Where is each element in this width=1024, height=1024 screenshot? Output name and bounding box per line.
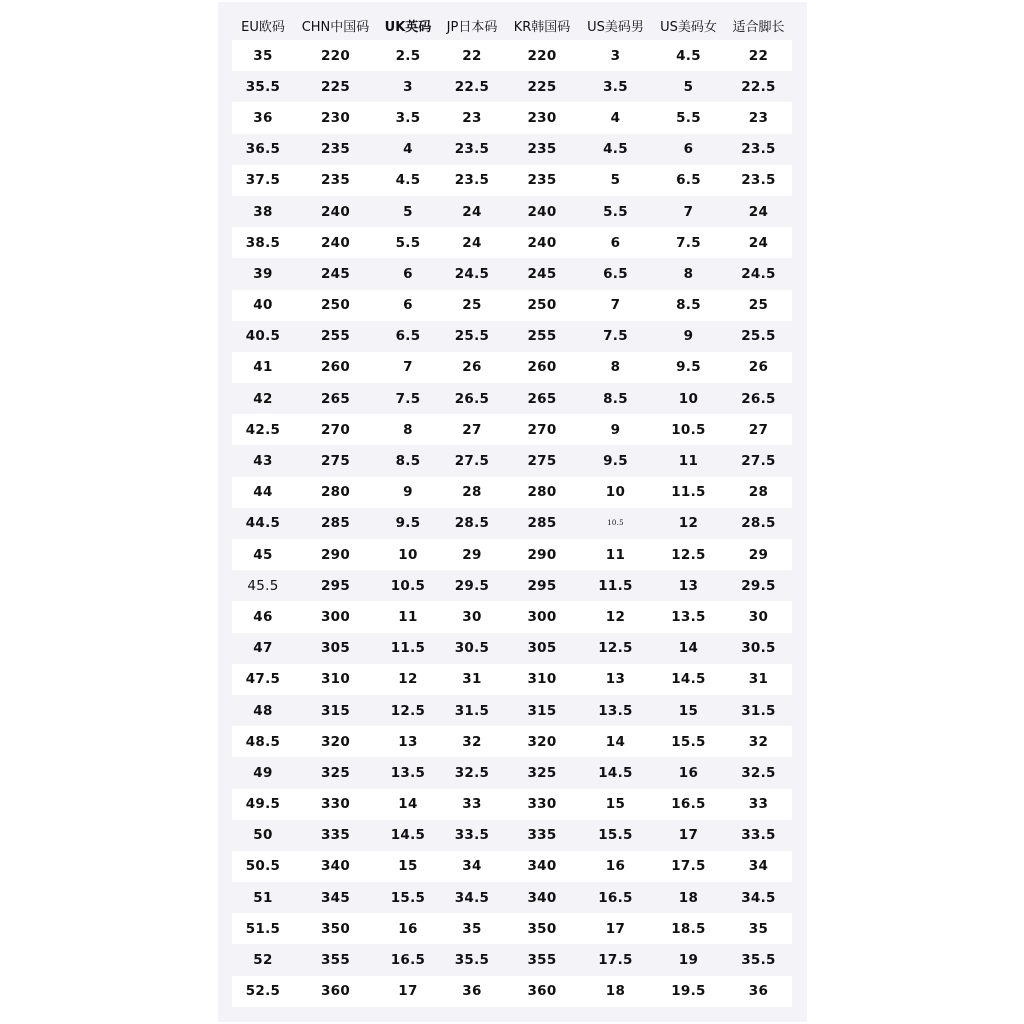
table-cell: 18	[579, 976, 652, 1007]
table-row	[232, 913, 792, 944]
table-row	[232, 695, 792, 726]
table-cell: 51.5	[232, 913, 294, 944]
table-cell: 27.5	[439, 445, 505, 476]
table-cell: 40	[232, 290, 294, 321]
table-header	[232, 10, 792, 40]
table-cell: 28.5	[725, 508, 792, 539]
table-cell: 32.5	[725, 757, 792, 788]
table-cell: 25.5	[439, 321, 505, 352]
table-cell: 4.5	[377, 165, 439, 196]
table-cell: 36	[439, 976, 505, 1007]
table-cell: 300	[505, 601, 579, 632]
table-cell: 11.5	[652, 477, 725, 508]
table-cell: 16	[579, 851, 652, 882]
table-cell: 225	[505, 71, 579, 102]
table-cell: 34.5	[725, 882, 792, 913]
table-cell: 4.5	[652, 40, 725, 71]
table-cell: 325	[505, 757, 579, 788]
table-cell: 28	[725, 477, 792, 508]
table-cell: 22.5	[439, 71, 505, 102]
table-cell: 320	[294, 726, 377, 757]
table-cell: 220	[505, 40, 579, 71]
table-cell: 50	[232, 820, 294, 851]
table-cell: 265	[505, 383, 579, 414]
table-cell: 280	[294, 477, 377, 508]
table-row	[232, 290, 792, 321]
table-cell: 4	[377, 134, 439, 165]
table-cell: 22	[439, 40, 505, 71]
table-cell: 24.5	[439, 258, 505, 289]
table-cell: 35.5	[439, 944, 505, 975]
column-header: CHN中国码	[301, 19, 370, 35]
table-cell: 24	[439, 227, 505, 258]
table-cell: 225	[294, 71, 377, 102]
table-cell: 8	[377, 414, 439, 445]
table-cell: 6	[377, 290, 439, 321]
table-cell: 5	[579, 165, 652, 196]
table-cell: 12	[377, 664, 439, 695]
table-cell: 9.5	[579, 445, 652, 476]
table-cell: 23.5	[725, 134, 792, 165]
table-cell: 8.5	[377, 445, 439, 476]
table-cell: 9.5	[652, 352, 725, 383]
table-row	[232, 352, 792, 383]
table-cell: 355	[294, 944, 377, 975]
table-row	[232, 664, 792, 695]
table-cell: 36	[725, 976, 792, 1007]
table-cell: 44.5	[232, 508, 294, 539]
table-row	[232, 789, 792, 820]
table-cell: 29	[439, 539, 505, 570]
table-cell: 45	[232, 539, 294, 570]
table-cell: 5	[377, 196, 439, 227]
table-cell: 46	[232, 601, 294, 632]
table-cell: 14.5	[377, 820, 439, 851]
table-row	[232, 539, 792, 570]
table-cell: 19.5	[652, 976, 725, 1007]
table-cell: 45.5	[232, 570, 294, 601]
table-cell: 40.5	[232, 321, 294, 352]
table-cell: 52	[232, 944, 294, 975]
table-cell: 5.5	[377, 227, 439, 258]
table-cell: 7.5	[579, 321, 652, 352]
table-cell: 14	[579, 726, 652, 757]
table-cell: 42	[232, 383, 294, 414]
table-cell: 37.5	[232, 165, 294, 196]
table-cell: 6.5	[579, 258, 652, 289]
table-cell: 265	[294, 383, 377, 414]
table-row	[232, 227, 792, 258]
table-cell: 41	[232, 352, 294, 383]
table-cell: 3	[377, 71, 439, 102]
table-cell: 23.5	[439, 165, 505, 196]
table-cell: 31.5	[725, 695, 792, 726]
table-cell: 23	[725, 102, 792, 133]
table-cell: 360	[505, 976, 579, 1007]
table-cell: 240	[505, 227, 579, 258]
table-cell: 16	[652, 757, 725, 788]
table-cell: 26.5	[725, 383, 792, 414]
table-cell: 15	[579, 789, 652, 820]
table-cell: 320	[505, 726, 579, 757]
table-cell: 340	[505, 851, 579, 882]
table-cell: 32	[725, 726, 792, 757]
table-cell: 12	[652, 508, 725, 539]
table-cell: 340	[505, 882, 579, 913]
table-body	[232, 40, 792, 1007]
table-cell: 10.5	[579, 508, 652, 539]
table-cell: 5.5	[652, 102, 725, 133]
table-cell: 315	[294, 695, 377, 726]
table-cell: 13	[579, 664, 652, 695]
table-cell: 3	[579, 40, 652, 71]
table-cell: 33.5	[725, 820, 792, 851]
table-cell: 275	[505, 445, 579, 476]
table-row	[232, 851, 792, 882]
table-cell: 35	[439, 913, 505, 944]
table-cell: 15.5	[579, 820, 652, 851]
table-cell: 30.5	[725, 633, 792, 664]
table-row	[232, 944, 792, 975]
table-cell: 12.5	[579, 633, 652, 664]
table-cell: 13	[377, 726, 439, 757]
table-cell: 23.5	[725, 165, 792, 196]
column-header: JP日本码	[446, 19, 498, 35]
table-cell: 270	[294, 414, 377, 445]
table-cell: 350	[294, 913, 377, 944]
table-cell: 285	[505, 508, 579, 539]
table-row	[232, 258, 792, 289]
table-cell: 25	[725, 290, 792, 321]
table-cell: 260	[505, 352, 579, 383]
table-cell: 24	[725, 196, 792, 227]
table-cell: 49.5	[232, 789, 294, 820]
table-cell: 24	[725, 227, 792, 258]
table-cell: 15.5	[652, 726, 725, 757]
table-cell: 350	[505, 913, 579, 944]
table-cell: 6.5	[652, 165, 725, 196]
table-cell: 235	[294, 134, 377, 165]
table-cell: 12.5	[377, 695, 439, 726]
table-cell: 13.5	[377, 757, 439, 788]
table-cell: 7	[377, 352, 439, 383]
table-cell: 23	[439, 102, 505, 133]
table-row	[232, 508, 792, 539]
table-cell: 32.5	[439, 757, 505, 788]
table-cell: 11.5	[579, 570, 652, 601]
table-cell: 31	[439, 664, 505, 695]
table-cell: 335	[505, 820, 579, 851]
table-cell: 31	[725, 664, 792, 695]
table-cell: 52.5	[232, 976, 294, 1007]
table-cell: 26	[439, 352, 505, 383]
table-row	[232, 601, 792, 632]
table-cell: 315	[505, 695, 579, 726]
table-cell: 27	[439, 414, 505, 445]
table-cell: 14.5	[652, 664, 725, 695]
table-row	[232, 570, 792, 601]
table-cell: 235	[505, 165, 579, 196]
table-cell: 7	[652, 196, 725, 227]
table-cell: 33.5	[439, 820, 505, 851]
table-row	[232, 633, 792, 664]
table-cell: 310	[505, 664, 579, 695]
table-cell: 7	[579, 290, 652, 321]
table-cell: 285	[294, 508, 377, 539]
table-cell: 28.5	[439, 508, 505, 539]
table-cell: 15	[652, 695, 725, 726]
table-cell: 11.5	[377, 633, 439, 664]
table-cell: 9.5	[377, 508, 439, 539]
table-cell: 3.5	[579, 71, 652, 102]
table-cell: 11	[652, 445, 725, 476]
size-chart-card	[218, 2, 807, 1022]
table-cell: 22	[725, 40, 792, 71]
table-cell: 10.5	[652, 414, 725, 445]
table-cell: 29.5	[439, 570, 505, 601]
table-cell: 50.5	[232, 851, 294, 882]
table-cell: 32	[439, 726, 505, 757]
table-cell: 235	[294, 165, 377, 196]
table-cell: 26	[725, 352, 792, 383]
table-cell: 30	[725, 601, 792, 632]
table-cell: 17	[652, 820, 725, 851]
table-cell: 14	[652, 633, 725, 664]
table-cell: 16	[377, 913, 439, 944]
table-cell: 30.5	[439, 633, 505, 664]
table-cell: 28	[439, 477, 505, 508]
table-cell: 35.5	[725, 944, 792, 975]
table-cell: 19	[652, 944, 725, 975]
table-cell: 47	[232, 633, 294, 664]
table-cell: 35.5	[232, 71, 294, 102]
table-row	[232, 882, 792, 913]
table-cell: 300	[294, 601, 377, 632]
table-row	[232, 383, 792, 414]
table-cell: 30	[439, 601, 505, 632]
table-cell: 280	[505, 477, 579, 508]
table-cell: 275	[294, 445, 377, 476]
table-cell: 27.5	[725, 445, 792, 476]
table-cell: 23.5	[439, 134, 505, 165]
table-cell: 4	[579, 102, 652, 133]
table-cell: 22.5	[725, 71, 792, 102]
table-cell: 8	[652, 258, 725, 289]
table-cell: 17	[579, 913, 652, 944]
table-cell: 17	[377, 976, 439, 1007]
table-cell: 245	[505, 258, 579, 289]
table-row	[232, 134, 792, 165]
table-row	[232, 477, 792, 508]
table-cell: 10.5	[377, 570, 439, 601]
table-cell: 230	[505, 102, 579, 133]
table-cell: 34	[725, 851, 792, 882]
table-cell: 240	[294, 227, 377, 258]
table-cell: 49	[232, 757, 294, 788]
column-header: KR韩国码	[513, 19, 571, 35]
table-cell: 250	[294, 290, 377, 321]
table-row	[232, 445, 792, 476]
table-cell: 16.5	[652, 789, 725, 820]
table-cell: 38	[232, 196, 294, 227]
table-cell: 325	[294, 757, 377, 788]
table-cell: 260	[294, 352, 377, 383]
table-row	[232, 976, 792, 1007]
table-cell: 38.5	[232, 227, 294, 258]
table-cell: 4.5	[579, 134, 652, 165]
table-cell: 230	[294, 102, 377, 133]
table-cell: 340	[294, 851, 377, 882]
table-cell: 29.5	[725, 570, 792, 601]
table-cell: 295	[294, 570, 377, 601]
table-cell: 330	[505, 789, 579, 820]
table-cell: 33	[439, 789, 505, 820]
table-cell: 255	[294, 321, 377, 352]
table-cell: 48	[232, 695, 294, 726]
table-cell: 33	[725, 789, 792, 820]
table-cell: 7.5	[377, 383, 439, 414]
table-row	[232, 196, 792, 227]
table-cell: 36.5	[232, 134, 294, 165]
table-cell: 18	[652, 882, 725, 913]
table-cell: 305	[294, 633, 377, 664]
table-cell: 13.5	[579, 695, 652, 726]
table-cell: 25.5	[725, 321, 792, 352]
table-row	[232, 820, 792, 851]
table-cell: 355	[505, 944, 579, 975]
table-cell: 27	[725, 414, 792, 445]
table-cell: 295	[505, 570, 579, 601]
table-cell: 270	[505, 414, 579, 445]
table-cell: 250	[505, 290, 579, 321]
table-cell: 13.5	[652, 601, 725, 632]
table-cell: 255	[505, 321, 579, 352]
table-cell: 11	[377, 601, 439, 632]
table-cell: 6	[652, 134, 725, 165]
table-cell: 330	[294, 789, 377, 820]
table-cell: 35	[725, 913, 792, 944]
table-cell: 17.5	[579, 944, 652, 975]
table-cell: 24	[439, 196, 505, 227]
column-header: UK英码	[384, 19, 432, 35]
table-cell: 12	[579, 601, 652, 632]
table-row	[232, 102, 792, 133]
table-cell: 35	[232, 40, 294, 71]
table-cell: 10	[579, 477, 652, 508]
table-cell: 3.5	[377, 102, 439, 133]
table-cell: 9	[652, 321, 725, 352]
table-cell: 8.5	[652, 290, 725, 321]
table-cell: 360	[294, 976, 377, 1007]
table-cell: 335	[294, 820, 377, 851]
table-cell: 24.5	[725, 258, 792, 289]
table-cell: 7.5	[652, 227, 725, 258]
table-cell: 17.5	[652, 851, 725, 882]
table-cell: 8.5	[579, 383, 652, 414]
table-cell: 5.5	[579, 196, 652, 227]
table-cell: 18.5	[652, 913, 725, 944]
table-cell: 51	[232, 882, 294, 913]
table-cell: 10	[377, 539, 439, 570]
size-conversion-table	[232, 10, 792, 1007]
table-cell: 8	[579, 352, 652, 383]
table-cell: 220	[294, 40, 377, 71]
table-cell: 43	[232, 445, 294, 476]
table-row	[232, 321, 792, 352]
table-cell: 9	[377, 477, 439, 508]
table-cell: 12.5	[652, 539, 725, 570]
table-cell: 34	[439, 851, 505, 882]
table-cell: 16.5	[377, 944, 439, 975]
table-row	[232, 40, 792, 71]
table-cell: 13	[652, 570, 725, 601]
table-cell: 9	[579, 414, 652, 445]
table-cell: 29	[725, 539, 792, 570]
table-cell: 6	[579, 227, 652, 258]
table-cell: 6	[377, 258, 439, 289]
table-cell: 290	[505, 539, 579, 570]
table-cell: 36	[232, 102, 294, 133]
table-cell: 15.5	[377, 882, 439, 913]
column-header: US美码男	[587, 19, 644, 35]
table-cell: 47.5	[232, 664, 294, 695]
table-cell: 310	[294, 664, 377, 695]
header-row	[232, 10, 792, 40]
table-cell: 5	[652, 71, 725, 102]
table-cell: 10	[652, 383, 725, 414]
column-header: EU欧码	[241, 19, 285, 35]
table-cell: 34.5	[439, 882, 505, 913]
table-cell: 39	[232, 258, 294, 289]
table-row	[232, 757, 792, 788]
table-cell: 245	[294, 258, 377, 289]
table-cell: 15	[377, 851, 439, 882]
table-cell: 14	[377, 789, 439, 820]
table-cell: 11	[579, 539, 652, 570]
table-row	[232, 165, 792, 196]
table-cell: 31.5	[439, 695, 505, 726]
table-row	[232, 71, 792, 102]
table-cell: 14.5	[579, 757, 652, 788]
table-cell: 345	[294, 882, 377, 913]
table-cell: 305	[505, 633, 579, 664]
table-cell: 26.5	[439, 383, 505, 414]
table-row	[232, 414, 792, 445]
table-cell: 16.5	[579, 882, 652, 913]
table-cell: 42.5	[232, 414, 294, 445]
table-cell: 25	[439, 290, 505, 321]
table-cell: 235	[505, 134, 579, 165]
table-cell: 240	[505, 196, 579, 227]
table-row	[232, 726, 792, 757]
table-cell: 6.5	[377, 321, 439, 352]
table-cell: 44	[232, 477, 294, 508]
column-header: US美码女	[660, 19, 717, 35]
table-cell: 240	[294, 196, 377, 227]
table-cell: 2.5	[377, 40, 439, 71]
table-cell: 290	[294, 539, 377, 570]
column-header: 适合脚长	[732, 19, 785, 35]
table-cell: 48.5	[232, 726, 294, 757]
